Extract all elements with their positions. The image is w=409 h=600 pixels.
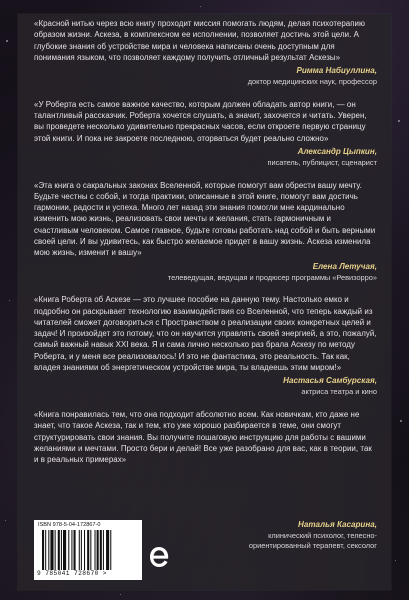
review-author: Настасья Самбурская, [283, 376, 377, 386]
review-author-role: актриса театра и кино [301, 387, 377, 397]
barcode-bar [95, 530, 96, 570]
review-samburskaya [34, 294, 377, 397]
review-author: Александр Цыпкин, [297, 146, 377, 156]
barcode-bar [87, 530, 89, 570]
eksmo-logo-icon [148, 544, 170, 570]
review-tsypkin [34, 99, 377, 168]
review-quote: «Красной нитью через всю книгу проходит миссия помогать людям, делая психотерапию образом жизни. Аскеза, в комплексном ее исполнении, позволяет достичь этой цели. А глубокие знания об устройстве мира и человека написаны очень доступным для понимания языком, что позволяет каждому получить отличный результат Аскезы» [34, 19, 365, 62]
review-author: Римма Набиуллина, [296, 66, 377, 76]
barcode-bar [84, 530, 85, 570]
isbn-digits: 9 785041 728670 > [37, 570, 107, 577]
barcode-bar [106, 530, 109, 570]
barcode-bar [61, 530, 62, 570]
review-kasarina [34, 409, 377, 465]
review-kasarina-signature [249, 520, 377, 550]
barcode-bar [68, 530, 69, 570]
review-quote: «Эта книга о сакральных законах Вселенной, которые помогут вам обрести вашу мечту. Будьте честны с собой, и тогда практики, описанные в этой книге, помогут вам достичь гармонии, радости и успеха. Много лет назад эти знания помогли мне кардинально изменить мою жизнь, реализовать свои мечты и желания, стать гармоничным и счастливым человеком. Самое главное, будьте готовы работать над собой и быть верными своей цели. И вы удивитесь, как быстро желаемое придет в вашу жизнь. Аскеза изменила мою жизнь, изменит и вашу» [34, 180, 376, 258]
isbn-barcode-block [34, 520, 142, 580]
review-nabiullina [34, 18, 377, 87]
reviews-content [34, 18, 377, 465]
barcode-bar [48, 530, 49, 570]
barcode-icon [42, 530, 138, 570]
review-author: Наталья Касарина, [297, 520, 377, 529]
barcode-bar [74, 530, 76, 570]
review-author-role: доктор медицинских наук, профессор [247, 77, 377, 87]
barcode-bar [100, 530, 102, 570]
cover-footer [34, 520, 377, 580]
isbn-label: ISBN 978-5-04-172867-0 [38, 522, 101, 528]
barcode-bar [90, 530, 91, 570]
review-author-role: телеведущая, ведущая и продюсер программы «Ревизорро» [167, 272, 377, 282]
barcode-bar [71, 530, 72, 570]
review-author-role-line-2: ориентированный терапевт, сексолог [248, 540, 377, 550]
star-decoration [200, 6, 201, 7]
star-decoration [395, 560, 396, 561]
star-decoration [400, 420, 402, 422]
review-author: Елена Летучая, [312, 261, 377, 271]
barcode-bar [42, 530, 44, 570]
barcode-bar [63, 530, 66, 570]
review-author-role: писатель, публицист, сценарист [267, 157, 377, 167]
barcode-bar [110, 530, 111, 570]
barcode-bar [58, 530, 60, 570]
barcode-bar [103, 530, 104, 570]
review-letuchaya [34, 180, 377, 283]
star-decoration [398, 120, 400, 122]
review-quote: «Книга Роберта об Аскезе — это лучшее пособие на данную тему. Настолько емко и подробно он раскрывает технологию взаимодействия со Вселенной, что теперь каждый из читателей сможет договориться с Пространством о реализации своих конкретных целей и задач! И произойдет это потому, что он научится управлять своей энергией, а это, пожалуй, самый важный навык XXI века. Я и сама лично несколько раз брала Аскезу по методу Роберта, и у меня все реализовалось! И это не фантастика, это реальность. Так как, владея знаниями об энергетическом устройстве мира, ты владеешь этим миром!» [34, 295, 377, 373]
star-decoration [6, 40, 8, 42]
review-quote: «У Роберта есть самое важное качество, которым должен обладать автор книги, — он талантливый рассказчик. Роберта хочется слушать, а значит, захочется и читать. Уверен, вы проведете несколько удивительно прекрасных часов, если откроете первую страницу этой книги. И пока не закроете последнюю, оторваться будет реально сложно» [34, 99, 367, 143]
star-decoration [5, 520, 6, 521]
barcode-bar [81, 530, 82, 570]
barcode-bar [97, 530, 99, 570]
star-decoration [9, 300, 10, 301]
barcode-bar [50, 530, 53, 570]
barcode-bar [45, 530, 46, 570]
barcode-bar [55, 530, 56, 570]
star-decoration [120, 594, 121, 595]
review-quote: «Книга понравилась тем, что она подходит абсолютно всем. Как новичкам, кто даже не знает, что такое Аскеза, так и тем, кто уже хорошо разбирается в теме, они смогут структурировать свои знания. Вы получите пошаговую инструкцию для работы с вашими желаниями и мечтами. Просто бери и делай! Все уже разобрано для вас, как в теории, так и в реальных примерах» [34, 409, 372, 465]
barcode-bar [79, 530, 80, 570]
review-author-role-line-1: клинический психолог, телесно- [268, 531, 377, 540]
